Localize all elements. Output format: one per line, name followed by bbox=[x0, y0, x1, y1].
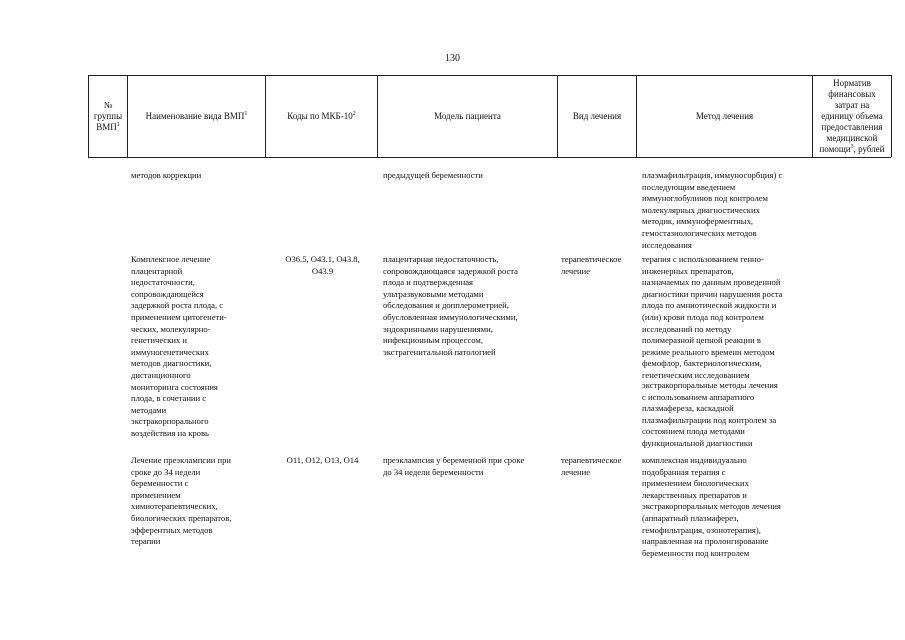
col-divider bbox=[891, 75, 892, 157]
header-icd: Коды по МКБ-$10^2$ bbox=[287, 111, 356, 121]
row-method: терапия с использованием генно- инженерных препаратов, назначаемых по данным проведенной диагностики причин нарушения роста плода по амниотической жидкости и (или) крови плода под контролем исследований по методу полимеразной цепной реакции в режиме реального времени методом фемофлор, бактериологическим, генетическим исследованием bbox=[642, 254, 783, 380]
row-type: терапевтическое лечение bbox=[561, 254, 622, 276]
row-model: преэклампсия у беременной при сроке до 34 недели беременности bbox=[383, 455, 525, 477]
row-name: Лечение преэклампсии при сроке до 34 недели беременности с применением химиотерапевтических, биологических препаратов, эфферентных методов терапии bbox=[131, 455, 232, 547]
row-method: комплексная индивидуально подобранная терапия с применением биологических лекарственных препаратов и экстракорпоральных методов лечения (аппаратный плазмаферез, гемофильтрация, озонотерапия), направленная на пролонгирование беременности под контролем bbox=[642, 455, 781, 558]
row-icd: O36.5, O43.1, O43.8, O43.9 bbox=[285, 254, 360, 276]
row-name: методов коррекции bbox=[131, 170, 202, 180]
row-model: предыдущей беременности bbox=[383, 170, 483, 180]
header-type: Вид лечения bbox=[572, 111, 622, 121]
header-model: Модель пациента bbox=[434, 111, 501, 121]
row-name: Комплексное лечение плацентарной недостаточности, сопровождающейся задержкой роста плода, с применением цитогенети- ческих, молекулярно- генетических и иммуногенетических методов диагностики, дистанционного мониторинга состояния плода, в сочетании с методами экстракорпорального воздействия на кровь bbox=[131, 254, 227, 438]
row-model: плацентарная недостаточность, сопровождающаяся задержкой роста плода и подтвержденная ультразвуковыми методами обследования и допплерометрией, обусловленная иммунологическими, эндокринными нарушениями, инфекционным процессом, экстрагенитальной патологией bbox=[383, 254, 518, 357]
header-cost: Норматив финансовых затрат на единицу объема предоставления медицинской помощи$^3$, рублей bbox=[819, 78, 885, 154]
header-bottom-border bbox=[88, 157, 891, 158]
header-group-no: № группы ВМП$^1$ bbox=[93, 100, 123, 132]
row-method-extra: экстракорпоральные методы лечения с использованием аппаратного плазмафереза, каскадной плазмафильтрации под контролем за состоянием плода методами функциональной диагностики bbox=[642, 380, 778, 448]
row-icd: O11, O12, O13, O14 bbox=[286, 455, 359, 465]
row-method: плазмафильтрация, иммуносорбция) с последующим введением иммуноглобулинов под контролем молекулярных диагностических методик, иммуноферментных, гемостазиологических методов исследования bbox=[642, 170, 783, 250]
row-type: терапевтическое лечение bbox=[561, 455, 622, 477]
header-method: Метод лечения bbox=[695, 111, 754, 121]
page-number: 130 bbox=[445, 53, 460, 64]
header-name: Наименование вида ВМП$^1$ bbox=[145, 111, 248, 121]
